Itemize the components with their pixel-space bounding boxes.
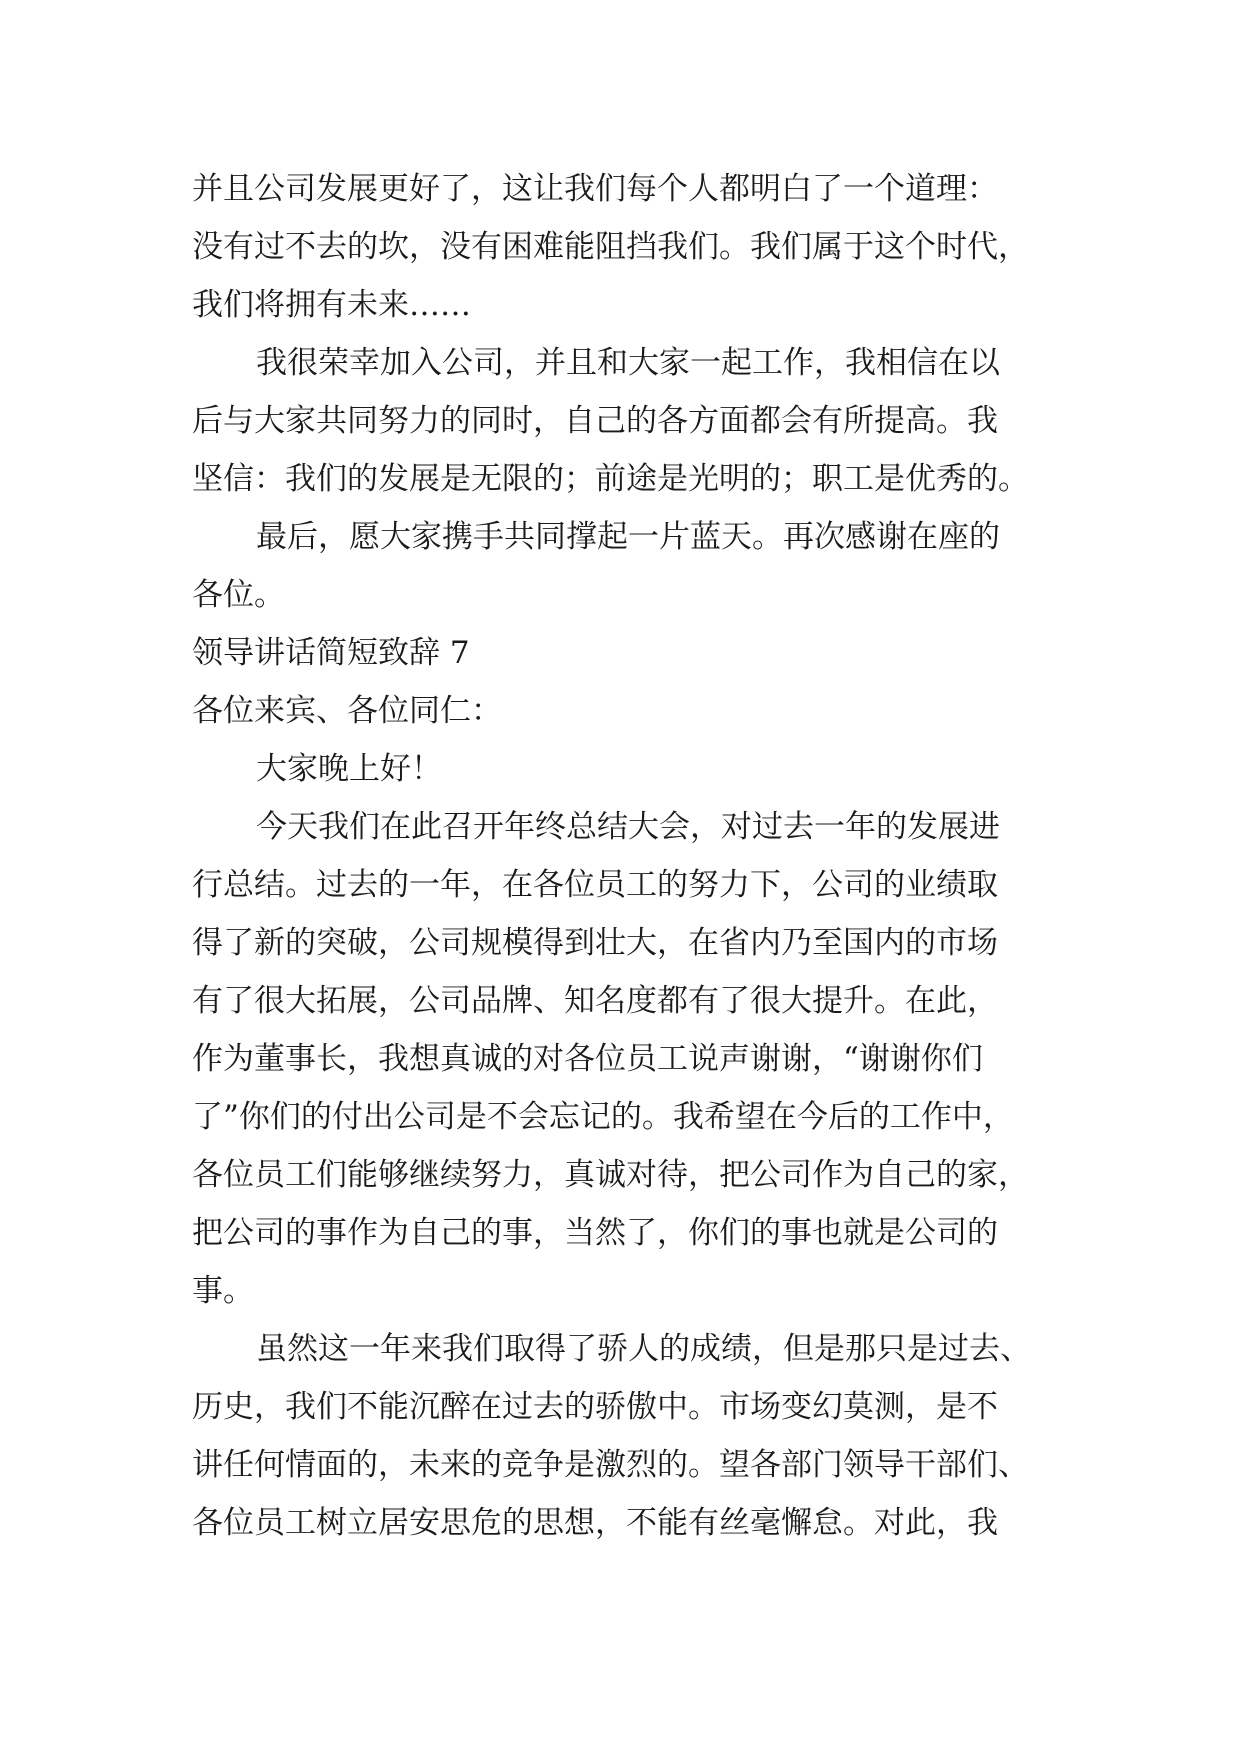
text-line: 了”你们的付出公司是不会忘记的。我希望在今后的工作中， [192,1099,1014,1135]
text-line: 最后，愿大家携手共同撑起一片蓝天。再次感谢在座的 [256,519,1000,555]
text-line: 行总结。过去的一年，在各位员工的努力下，公司的业绩取 [192,867,998,903]
text-line: 各位来宾、各位同仁： [192,693,502,729]
text-line: 各位员工树立居安思危的思想，不能有丝毫懈怠。对此，我 [192,1505,998,1541]
text-line: 坚信：我们的发展是无限的；前途是光明的；职工是优秀的。 [192,461,1029,497]
text-line: 没有过不去的坎，没有困难能阻挡我们。我们属于这个时代， [192,229,1029,265]
section-heading: 领导讲话简短致辞 7 [192,635,470,671]
text-line: 并且公司发展更好了，这让我们每个人都明白了一个道理： [192,171,998,207]
text-line: 得了新的突破，公司规模得到壮大，在省内乃至国内的市场 [192,925,998,961]
text-line: 有了很大拓展，公司品牌、知名度都有了很大提升。在此， [192,983,998,1019]
text-line: 我们将拥有未来…… [192,287,471,323]
document-body [192,160,1072,1552]
text-line: 大家晚上好！ [256,751,442,787]
text-line: 历史，我们不能沉醉在过去的骄傲中。市场变幻莫测，是不 [192,1389,998,1425]
text-line: 作为董事长，我想真诚的对各位员工说声谢谢，“谢谢你们 [192,1041,983,1077]
text-line: 今天我们在此召开年终总结大会，对过去一年的发展进 [256,809,1000,845]
text-line: 各位。 [192,577,285,613]
text-line: 各位员工们能够继续努力，真诚对待，把公司作为自己的家， [192,1157,1029,1193]
text-line: 虽然这一年来我们取得了骄人的成绩，但是那只是过去、 [256,1331,1031,1367]
text-line: 后与大家共同努力的同时，自己的各方面都会有所提高。我 [192,403,998,439]
text-line: 事。 [192,1273,254,1309]
text-line: 我很荣幸加入公司，并且和大家一起工作，我相信在以 [256,345,1000,381]
text-line: 讲任何情面的，未来的竞争是激烈的。望各部门领导干部们、 [192,1447,1029,1483]
text-line: 把公司的事作为自己的事，当然了，你们的事也就是公司的 [192,1215,998,1251]
